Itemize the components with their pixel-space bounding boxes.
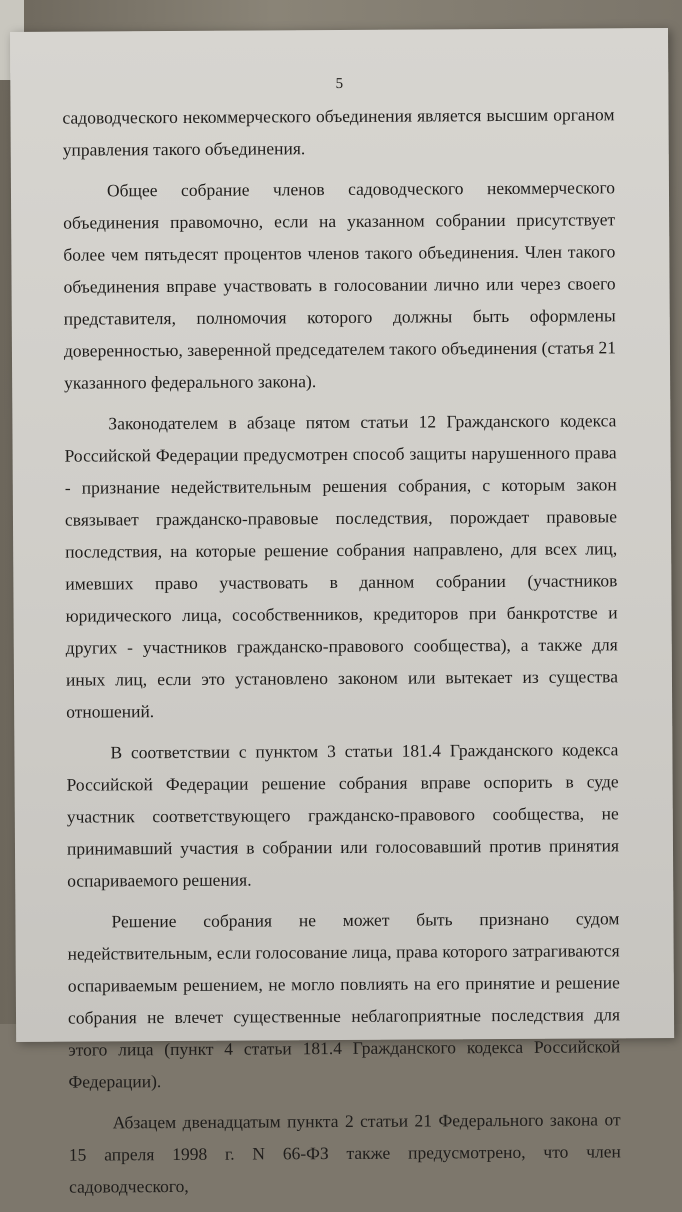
paragraph-2: Общее собрание членов садоводческого некоммерческого объединения правомочно, если на указанном собрании присутствует более чем пятьдесят процентов членов такого объединения. Член такого объединения вправе участвовать в голосовании лично или через своего представителя, полномочия которого должны быть оформлены доверенностью, заверенной председателем такого объединения (статья 21 указанного федерального закона).: [63, 171, 616, 398]
paragraph-6: Абзацем двенадцатым пункта 2 статьи 21 Федерального закона от 15 апреля 1998 г. N 66-ФЗ также предусмотрено, что член садоводческого,: [69, 1103, 622, 1202]
document-page: [10, 28, 674, 1042]
paragraph-3: Законодателем в абзаце пятом статьи 12 Гражданского кодекса Российской Федерации предусмотрен способ защиты нарушенного права - признание недействительным решения собрания, с которым закон связывает гражданско-правовые последствия, порождает правовые последствия, на которые решение собрания направлено, для всех лиц, имевших право участвовать в данном собрании (участников юридического лица, сособственников, кредиторов при банкротстве и других - участников гражданско-правового сообщества), а также для иных лиц, если это установлено законом или вытекает из существа отношений.: [64, 404, 618, 727]
page-number: 5: [10, 74, 668, 95]
paragraph-5: Решение собрания не может быть признано судом недействительным, если голосование лица, права которого затрагиваются оспариваемым решением, не могло повлиять на его принятие и решение собрания не влечет существенные неблагоприятные последствия для этого лица (пункт 4 статьи 181.4 Гражданского кодекса Российской Федерации).: [67, 902, 620, 1097]
paragraph-4: В соответствии с пунктом 3 статьи 181.4 Гражданского кодекса Российской Федерации решение собрания вправе оспорить в суде участник соответствующего гражданско-правового сообщества, не принимавший участия в собрании или голосовавший против принятия оспариваемого решения.: [66, 733, 619, 896]
body-text: [62, 98, 621, 1211]
paragraph-1: садоводческого некоммерческого объединения является высшим органом управления такого объединения.: [62, 98, 614, 165]
